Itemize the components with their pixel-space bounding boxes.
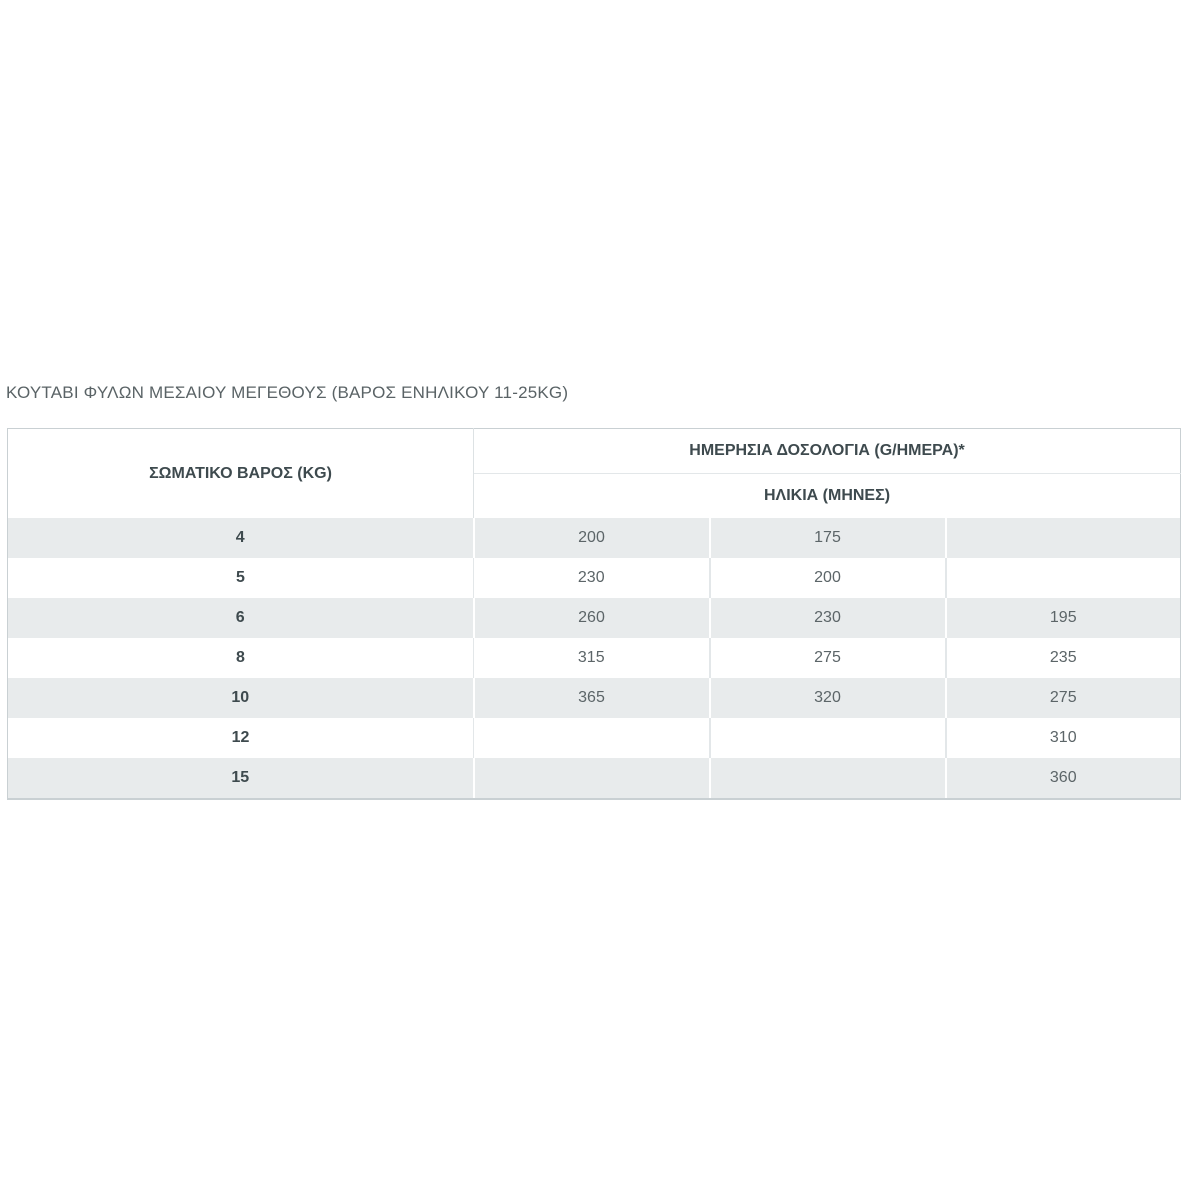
- dose-cell: [946, 518, 1181, 558]
- age-months-header: ΗΛΙΚΙΑ (ΜΗΝΕΣ): [474, 474, 1181, 519]
- table-row: [8, 598, 1181, 638]
- dose-cell: 360: [946, 758, 1181, 799]
- dose-cell: 275: [710, 638, 946, 678]
- dose-cell: 320: [710, 678, 946, 718]
- table-row: [8, 638, 1181, 678]
- dose-cell: 175: [710, 518, 946, 558]
- weight-cell: 15: [8, 758, 474, 799]
- weight-column-header: ΣΩΜΑΤΙΚΟ ΒΑΡΟΣ (KG): [8, 429, 474, 519]
- weight-cell: 10: [8, 678, 474, 718]
- feeding-table: [7, 428, 1181, 800]
- table-row: [8, 678, 1181, 718]
- table-row: [8, 518, 1181, 558]
- dose-cell: [474, 718, 710, 758]
- dose-cell: 200: [474, 518, 710, 558]
- dose-cell: 260: [474, 598, 710, 638]
- table-row: [8, 718, 1181, 758]
- weight-cell: 12: [8, 718, 474, 758]
- dose-cell: 235: [946, 638, 1181, 678]
- daily-dose-header: ΗΜΕΡΗΣΙΑ ΔΟΣΟΛΟΓΙΑ (G/ΗΜΕΡΑ)*: [474, 429, 1181, 474]
- dose-cell: 230: [710, 598, 946, 638]
- table-row: [8, 558, 1181, 598]
- dose-cell: 230: [474, 558, 710, 598]
- dose-cell: 195: [946, 598, 1181, 638]
- dose-cell: 315: [474, 638, 710, 678]
- dose-cell: 365: [474, 678, 710, 718]
- weight-cell: 5: [8, 558, 474, 598]
- dose-cell: [710, 718, 946, 758]
- weight-cell: 6: [8, 598, 474, 638]
- dose-cell: [946, 558, 1181, 598]
- dose-cell: [710, 758, 946, 799]
- dose-cell: 200: [710, 558, 946, 598]
- weight-cell: 4: [8, 518, 474, 558]
- weight-cell: 8: [8, 638, 474, 678]
- dose-cell: [474, 758, 710, 799]
- table-caption: ΚΟΥΤΑΒΙ ΦΥΛΩΝ ΜΕΣΑΙΟΥ ΜΕΓΕΘΟΥΣ (ΒΑΡΟΣ ΕΝΗΛΙΚΟΥ 11-25KG): [6, 383, 569, 402]
- table-row: [8, 758, 1181, 799]
- dose-cell: 310: [946, 718, 1181, 758]
- dose-cell: 275: [946, 678, 1181, 718]
